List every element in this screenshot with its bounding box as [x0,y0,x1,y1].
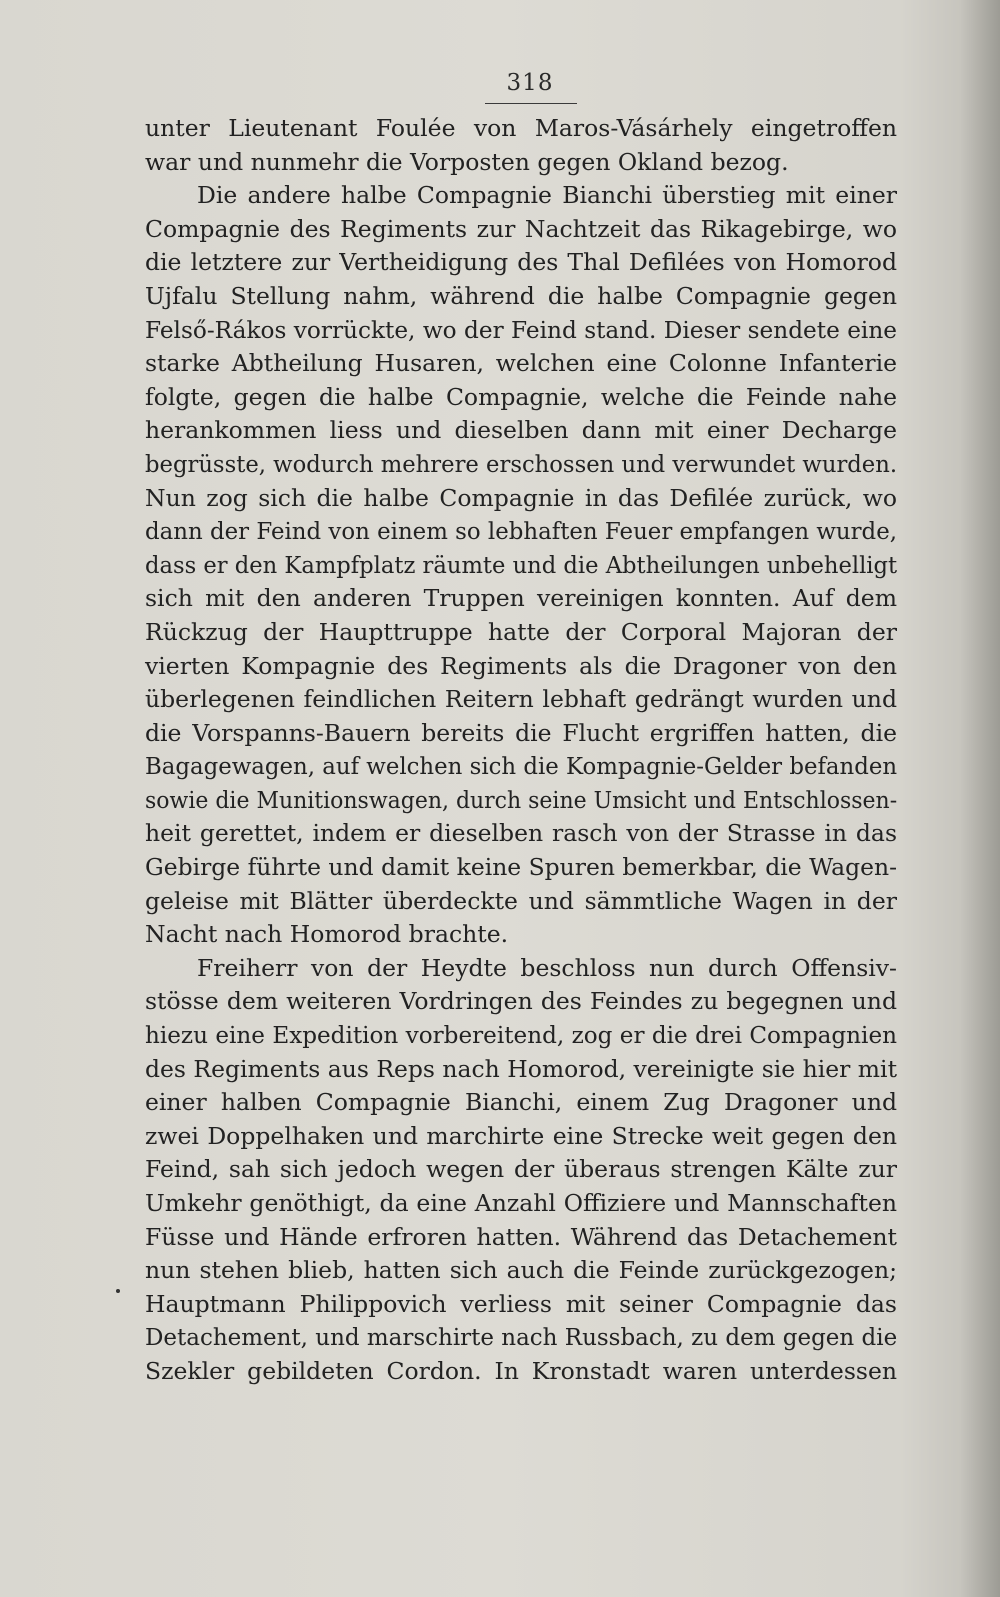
text-line: zwei Doppelhaken und marchirte eine Strecke weit gegen den [145,1121,897,1150]
text-line: hiezu eine Expedition vorbereitend, zog er die drei Compagnien [145,1021,897,1050]
text-line: Compagnie des Regiments zur Nachtzeit das Rikagebirge, wo [145,214,897,243]
text-line: unter Lieutenant Foulée von Maros-Vásárhely eingetroffen [145,114,897,142]
text-line: sich mit den anderen Truppen vereinigen konnten. Auf dem [145,584,897,613]
text-line: herankommen liess und dieselben dann mit einer Decharge [145,416,897,445]
text-line: begrüsste, wodurch mehrere erschossen und verwundet wurden. [145,449,898,478]
text-line: Felső-Rákos vorrückte, wo der Feind stand. Dieser sendete eine [145,315,897,344]
text-line: stösse dem weiteren Vordringen des Feindes zu begegnen und [145,987,897,1016]
text-line: dann der Feind von einem so lebhaften Feuer empfangen wurde, [145,517,897,546]
text-line: folgte, gegen die halbe Compagnie, welche die Feinde nahe [145,382,897,411]
text-line: Füsse und Hände erfroren hatten. Während das Detachement [145,1222,897,1251]
text-line: Umkehr genöthigt, da eine Anzahl Offiziere und Mannschaften [145,1189,897,1217]
page-edge-shadow [960,0,1000,1597]
text-line: Die andere halbe Compagnie Bianchi überstieg mit einer [197,181,897,210]
text-line: die Vorspanns-Bauern bereits die Flucht ergriffen hatten, die [145,718,897,747]
text-line: die letztere zur Vertheidigung des Thal Defilées von Homorod [145,248,897,277]
text-line: überlegenen feindlichen Reitern lebhaft gedrängt wurden und [145,685,897,714]
text-line: Gebirge führte und damit keine Spuren bemerkbar, die Wagen- [145,853,898,882]
text-line: Nun zog sich die halbe Compagnie in das Defilée zurück, wo [145,483,897,512]
text-line: Feind, sah sich jedoch wegen der überaus strengen Kälte zur [145,1155,897,1184]
text-line: Hauptmann Philippovich verliess mit seiner Compagnie das [145,1289,897,1318]
text-line: geleise mit Blätter überdeckte und sämmtliche Wagen in der [145,886,897,915]
text-line: Ujfalu Stellung nahm, während die halbe Compagnie gegen [145,281,897,310]
page-number: 318 [506,70,554,96]
text-line: sowie die Munitionswagen, durch seine Umsicht und Entschlossen- [145,785,898,814]
text-line: nun stehen blieb, hatten sich auch die Feinde zurückgezogen; [145,1256,897,1285]
text-line: dass er den Kampfplatz räumte und die Abtheilungen unbehelligt [145,550,898,579]
text-line: einer halben Compagnie Bianchi, einem Zug Dragoner und [145,1088,897,1117]
text-line: Szekler gebildeten Cordon. In Kronstadt waren unterdessen [145,1356,897,1385]
text-line: Bagagewagen, auf welchen sich die Kompagnie-Gelder befanden [145,752,898,781]
text-line: Detachement, und marschirte nach Russbach, zu dem gegen die [145,1323,898,1352]
text-line: war und nunmehr die Vorposten gegen Okland bezog. [145,147,789,176]
text-line: des Regiments aus Reps nach Homorod, vereinigte sie hier mit [145,1054,897,1083]
text-line: starke Abtheilung Husaren, welchen eine Colonne Infanterie [145,349,897,378]
text-line: Rückzug der Haupttruppe hatte der Corporal Majoran der [145,617,897,646]
margin-speck [116,1289,120,1293]
body-text [145,112,897,1389]
page-number-rule [485,103,577,104]
text-line: vierten Kompagnie des Regiments als die Dragoner von den [145,651,897,680]
text-line: Nacht nach Homorod brachte. [145,920,509,949]
text-line: heit gerettet, indem er dieselben rasch von der Strasse in das [145,819,897,848]
text-line: Freiherr von der Heydte beschloss nun durch Offensiv- [197,953,897,982]
